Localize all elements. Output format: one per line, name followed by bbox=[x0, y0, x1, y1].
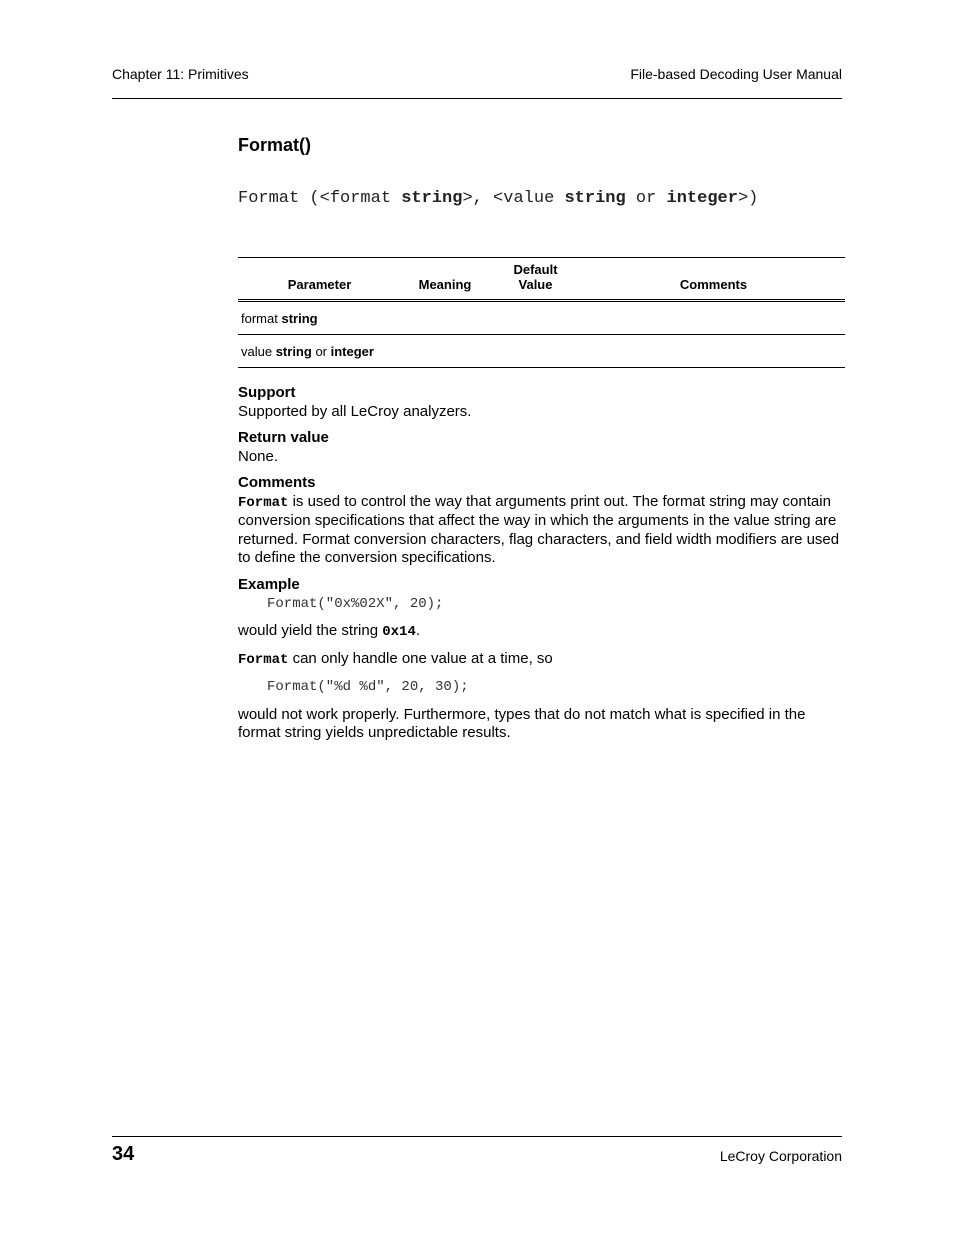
footer-company: LeCroy Corporation bbox=[719, 1148, 842, 1164]
support-section bbox=[238, 384, 843, 421]
table-header-row bbox=[238, 258, 845, 301]
header-rule bbox=[112, 98, 842, 99]
running-header-manual: File-based Decoding User Manual bbox=[630, 66, 842, 82]
parameter-table bbox=[238, 257, 845, 368]
column-header-comments: Comments bbox=[582, 258, 845, 301]
table-row bbox=[238, 301, 845, 335]
return-value-text: None. bbox=[238, 447, 279, 465]
param-value-string-or-integer: value string or integer bbox=[238, 335, 401, 368]
page-title: Format() bbox=[238, 135, 311, 155]
example-code-1: Format("0x%02X", 20); bbox=[267, 595, 444, 612]
column-header-default-value: Default Value bbox=[489, 258, 582, 301]
column-header-meaning: Meaning bbox=[401, 258, 489, 301]
support-text: Supported by all LeCroy analyzers. bbox=[238, 402, 472, 420]
example-section bbox=[238, 576, 843, 743]
function-signature: Format (<format string>, <value string or integer>) bbox=[238, 189, 759, 208]
example-heading: Example bbox=[238, 576, 300, 593]
comments-text: Format is used to control the way that arguments print out. The format string may contain conversion specifications that affect the way in which the arguments in the value string are returned. Format conversion characters, flag characters, and field width modifiers are used to define the conversion specifications. bbox=[238, 492, 840, 566]
example-yield-text: would yield the string 0x14. bbox=[238, 622, 421, 640]
footer-rule bbox=[112, 1136, 842, 1137]
page-number: 34 bbox=[112, 1143, 135, 1165]
example-closing-text: would not work properly. Furthermore, types that do not match what is specified in the format string yields unpredictable results. bbox=[238, 705, 806, 741]
table-row bbox=[238, 335, 845, 368]
return-value-section bbox=[238, 429, 843, 466]
support-heading: Support bbox=[238, 384, 296, 401]
example-code-2: Format("%d %d", 20, 30); bbox=[267, 679, 469, 695]
example-limit-text: Format can only handle one value at a time, so bbox=[238, 649, 553, 668]
comments-section bbox=[238, 474, 843, 568]
param-format-string: format string bbox=[238, 301, 401, 335]
comments-heading: Comments bbox=[238, 474, 316, 491]
return-value-heading: Return value bbox=[238, 429, 329, 446]
running-header-chapter: Chapter 11: Primitives bbox=[112, 66, 249, 82]
column-header-parameter: Parameter bbox=[238, 258, 401, 301]
